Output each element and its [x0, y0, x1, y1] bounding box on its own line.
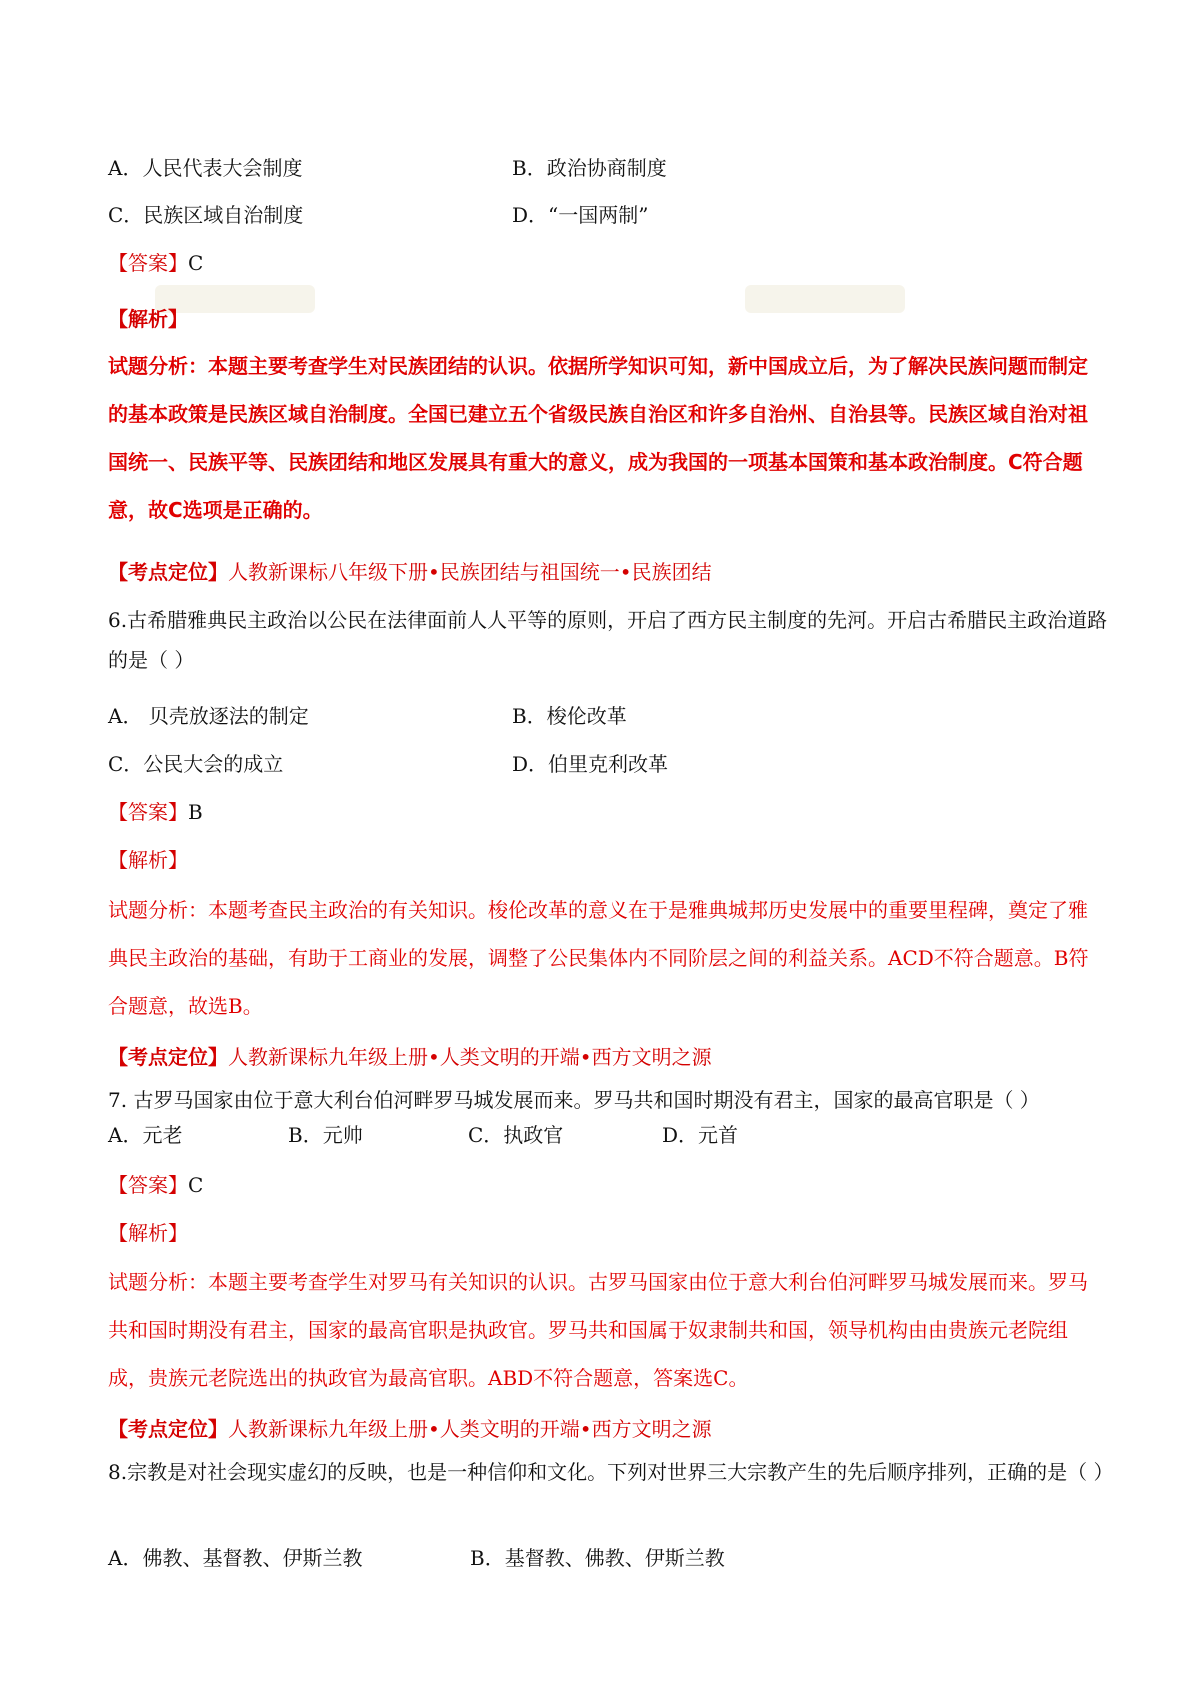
q5-point: 【考点定位】人教新课标八年级下册•民族团结与祖国统一•民族团结 [108, 560, 712, 584]
q7-option-a: A．元老 [108, 1123, 183, 1147]
q5-analysis-label: 【解析】 [108, 307, 188, 331]
q7-answer: 【答案】C [108, 1173, 204, 1197]
q5-analysis-text: 试题分析：本题主要考查学生对民族团结的认识。依据所学知识可知，新中国成立后，为了解决民族问题而制定的基本政策是民族区域自治制度。全国已建立五个省级民族自治区和许多自治州、自治县等。民族区域自治对祖国统一、民族平等、民族团结和地区发展具有重大的意义，成为我国的一项基本国策和基本政治制度。C符合题意，故C选项是正确的。 [108, 354, 1088, 522]
q6-option-d: D．伯里克利改革 [512, 752, 669, 776]
q7-option-d: D．元首 [662, 1123, 739, 1147]
q6-question: 6.古希腊雅典民主政治以公民在法律面前人人平等的原则，开启了西方民主制度的先河。开启古希腊民主政治道路的是（ ） [108, 608, 1108, 672]
q7-option-b: B．元帅 [288, 1123, 363, 1147]
q8-question: 8.宗教是对社会现实虚幻的反映，也是一种信仰和文化。下列对世界三大宗教产生的先后顺序排列，正确的是（ ） [108, 1460, 1114, 1484]
q5-option-a: A．人民代表大会制度 [108, 156, 303, 180]
q7-analysis-label: 【解析】 [108, 1221, 188, 1245]
q7-point: 【考点定位】人教新课标九年级上册•人类文明的开端•西方文明之源 [108, 1417, 712, 1441]
q5-option-d: D．“一国两制” [512, 203, 649, 227]
q5-option-b: B．政治协商制度 [512, 156, 667, 180]
q5-answer: 【答案】C [108, 251, 204, 275]
watermark-logo [740, 270, 910, 325]
q6-analysis-text: 试题分析：本题考查民主政治的有关知识。梭伦改革的意义在于是雅典城邦历史发展中的重要里程碑，奠定了雅典民主政治的基础，有助于工商业的发展，调整了公民集体内不同阶层之间的利益关系。ACD不符合题意。B符合题意，故选B。 [108, 898, 1089, 1018]
q6-option-c: C．公民大会的成立 [108, 752, 284, 776]
q6-point: 【考点定位】人教新课标九年级上册•人类文明的开端•西方文明之源 [108, 1045, 712, 1069]
q8-option-a: A．佛教、基督教、伊斯兰教 [108, 1546, 363, 1570]
q6-answer: 【答案】B [108, 800, 203, 824]
q6-analysis-label: 【解析】 [108, 848, 188, 872]
q5-option-c: C．民族区域自治制度 [108, 203, 304, 227]
q8-option-b: B．基督教、佛教、伊斯兰教 [470, 1546, 725, 1570]
q7-analysis-text: 试题分析：本题主要考查学生对罗马有关知识的认识。古罗马国家由位于意大利台伯河畔罗马城发展而来。罗马共和国时期没有君主，国家的最高官职是执政官。罗马共和国属于奴隶制共和国，领导机构由由贵族元老院组成，贵族元老院选出的执政官为最高官职。ABD不符合题意，答案选C。 [108, 1270, 1088, 1390]
q7-option-c: C．执政官 [468, 1123, 564, 1147]
q7-question: 7. 古罗马国家由位于意大利台伯河畔罗马城发展而来。罗马共和国时期没有君主，国家的最高官职是（ ） [108, 1088, 1040, 1112]
q6-option-a: A． 贝壳放逐法的制定 [108, 704, 309, 728]
q6-option-b: B．梭伦改革 [512, 704, 627, 728]
